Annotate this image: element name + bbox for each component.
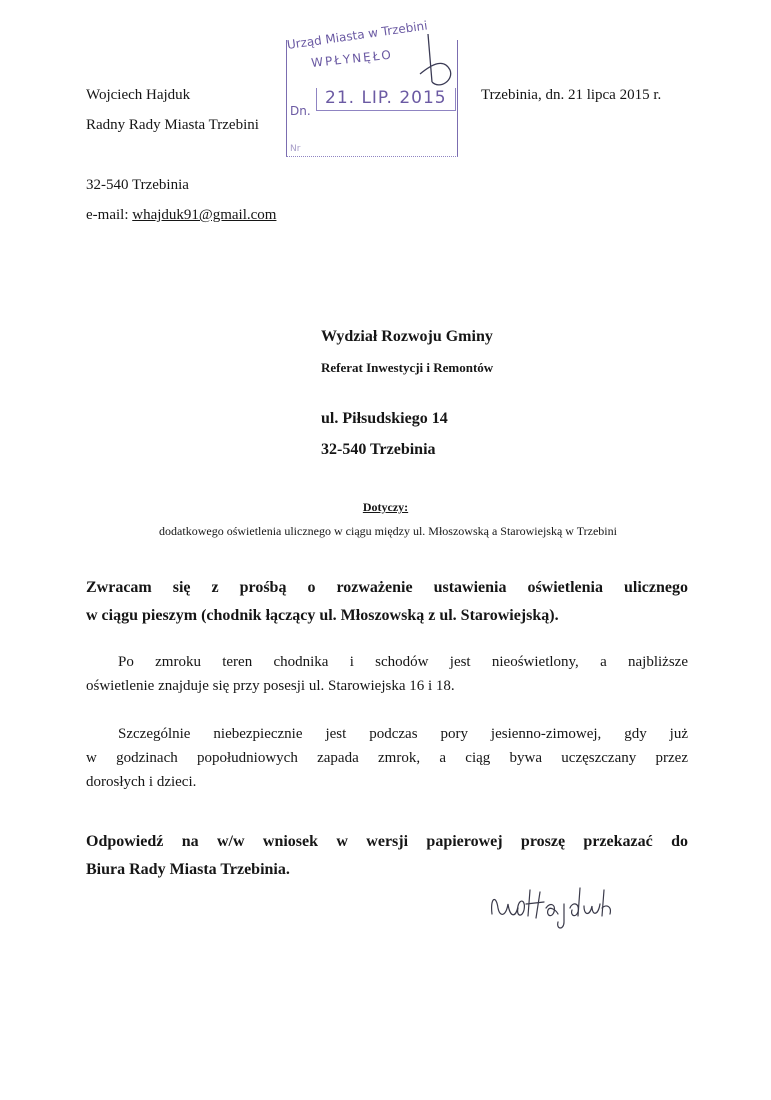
- sender-address: 32-540 Trzebinia: [86, 177, 189, 193]
- paragraph-line: dorosłych i dzieci.: [86, 774, 197, 790]
- paragraph-line: oświetlenie znajduje się przy posesji ul. Starowiejska 16 i 18.: [86, 678, 455, 694]
- recipient-city: 32-540 Trzebinia: [321, 441, 436, 458]
- sender-email-line: [86, 206, 276, 224]
- sender-name: Wojciech Hajduk: [86, 87, 191, 103]
- request-paragraph: [86, 574, 688, 630]
- paragraph-line: w ciągu pieszym (chodnik łączący ul. Młoszowską z ul. Starowiejską).: [86, 607, 559, 624]
- danger-paragraph: [86, 722, 688, 794]
- regarding-label: Dotyczy:: [362, 500, 409, 514]
- stamp-date: 21. LIP. 2015: [316, 88, 456, 111]
- lighting-paragraph: [86, 650, 688, 698]
- paragraph-line: w godzinach popołudniowych zapada zmrok, a ciąg bywa uczęszczany przez: [86, 750, 688, 766]
- sender-role: Radny Rady Miasta Trzebini: [86, 117, 259, 133]
- stamp-office: Urząd Miasta w Trzebini: [286, 18, 429, 52]
- response-paragraph: [86, 828, 688, 884]
- recipient-department: Wydział Rozwoju Gminy: [321, 328, 493, 345]
- paragraph-line: Zwracam się z prośbą o rozważenie ustawienia oświetlenia ulicznego: [86, 579, 688, 596]
- recipient-street: ul. Piłsudskiego 14: [321, 410, 448, 427]
- received-stamp: [282, 18, 458, 164]
- regarding-text: dodatkowego oświetlenia ulicznego w ciągu między ul. Młoszowską a Starowiejską w Trzebini: [159, 524, 617, 538]
- paragraph-line: Odpowiedź na w/w wniosek w wersji papierowej proszę przekazać do: [86, 833, 688, 850]
- stamp-nr-label: Nr: [290, 144, 301, 154]
- place-date: Trzebinia, dn. 21 lipca 2015 r.: [481, 87, 662, 103]
- stamp-received: WPŁYNĘŁO: [310, 47, 394, 70]
- email-label: e-mail:: [86, 207, 129, 223]
- paragraph-line: Szczególnie niebezpiecznie jest podczas pory jesienno-zimowej, gdy już: [118, 726, 688, 742]
- stamp-initials-mark: [282, 34, 458, 164]
- handwritten-signature: [486, 884, 616, 934]
- stamp-dn-label: Dn.: [290, 104, 311, 118]
- paragraph-line: Biura Rady Miasta Trzebinia.: [86, 861, 290, 878]
- recipient-section: Referat Inwestycji i Remontów: [321, 360, 494, 375]
- email-link[interactable]: whajduk91@gmail.com: [132, 207, 277, 223]
- paragraph-line: Po zmroku teren chodnika i schodów jest nieoświetlony, a najbliższe: [118, 654, 688, 670]
